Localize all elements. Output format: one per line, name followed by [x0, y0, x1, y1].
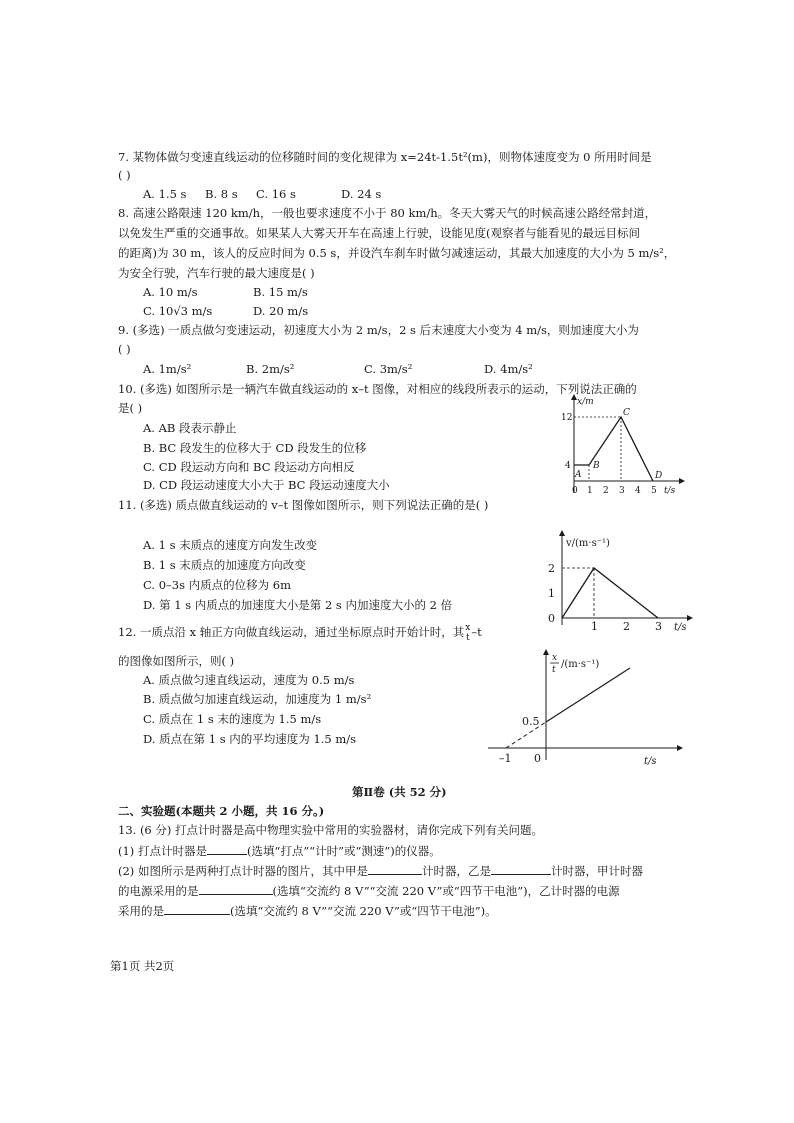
q12-option-a: A. 质点做匀速直线运动，速度为 0.5 m/s	[143, 673, 355, 687]
q10-ytick-4: 4	[565, 461, 571, 471]
q11-option-a: A. 1 s 末质点的速度方向发生改变	[143, 538, 318, 552]
q12-xt-t-graph	[484, 648, 684, 766]
q8-line-3: 的距离)为 30 m，该人的反应时间为 0.5 s，并设汽车刹车时做匀减速运动，其最大加速度的大小为 5 m/s²，	[118, 246, 676, 260]
q13-part-1	[118, 842, 441, 859]
q7-option-b: B. 8 s	[205, 187, 238, 201]
q13-part-3	[118, 882, 620, 899]
q8-option-b: B. 15 m/s	[253, 285, 308, 299]
q10-xt-line	[574, 417, 653, 481]
q12-ytick-05: 0.5	[522, 715, 540, 728]
q13-2-jia-blank[interactable]	[368, 862, 422, 875]
q10-point-d: D	[655, 471, 663, 481]
q11-stem: 11. (多选) 质点做直线运动的 v–t 图像如图所示，则下列说法正确的是( )	[118, 498, 489, 512]
q7-answer-paren: ( )	[118, 168, 131, 182]
q13-2-yi-blank[interactable]	[491, 862, 551, 875]
q8-option-c: C. 10√3 m/s	[143, 304, 213, 318]
q10-ylabel: x/m	[577, 397, 594, 407]
q12-ylabel-num: x	[552, 653, 558, 663]
q10-xtick-1: 1	[587, 486, 593, 496]
q9-stem: 9. (多选) 一质点做匀变速运动，初速度大小为 2 m/s，2 s 后末速度大小变为 4 m/s，则加速度大小为	[118, 323, 639, 337]
q10-option-c: C. CD 段运动方向和 BC 段运动方向相反	[143, 460, 355, 474]
q12-stem-2: 的图像如图所示，则( )	[118, 654, 235, 668]
q12-ylabel-unit: /(m·s⁻¹)	[561, 659, 600, 670]
q12-stem-1	[118, 623, 482, 643]
page-footer: 第1页 共2页	[110, 959, 175, 973]
q9-option-b: B. 2m/s²	[246, 362, 295, 376]
q13-2-prefix: (2) 如图所示是两种打点计时器的图片，其中甲是	[118, 864, 368, 878]
q9-option-d: D. 4m/s²	[484, 362, 533, 376]
q10-xtick-3: 3	[619, 486, 625, 496]
q11-option-b: B. 1 s 末质点的加速度方向改变	[143, 558, 306, 572]
q8-line-2: 以免发生严重的交通事故。如果某人大雾天开车在高速上行驶，设能见度(观察者与能看见的最远目标间	[118, 226, 640, 240]
section-2-heading: 二、实验题(本题共 2 小题，共 16 分。)	[118, 804, 325, 818]
q13-part-4	[118, 902, 497, 919]
q13-part-2	[118, 862, 643, 879]
q12-xtick-neg1: –1	[499, 752, 512, 765]
q12-option-b: B. 质点做匀加速直线运动，加速度为 1 m/s²	[143, 692, 372, 706]
q8-option-a: A. 10 m/s	[143, 285, 198, 299]
q13-2-suffix: 计时器，甲计时器	[550, 864, 643, 878]
section-2-title: 第Ⅱ卷 (共 52 分)	[352, 785, 447, 799]
q11-option-c: C. 0–3s 内质点的位移为 6m	[143, 578, 292, 592]
q11-xtick-2: 2	[623, 620, 630, 633]
q13-2-mid: 计时器，乙是	[421, 864, 491, 878]
q13-1-prefix: (1) 打点计时器是	[118, 844, 207, 858]
q12-solid-line	[546, 668, 630, 722]
q8-option-d: D. 20 m/s	[253, 304, 309, 318]
q9-option-c: C. 3m/s²	[364, 362, 413, 376]
q10-ytick-12: 12	[561, 413, 573, 423]
q7-stem: 7. 某物体做匀变速直线运动的位移随时间的变化规律为 x=24t-1.5t²(m)，则物体速度变为 0 所用时间是	[118, 150, 652, 164]
q7-option-c: C. 16 s	[256, 187, 296, 201]
q13-4-suffix: (选填“交流约 8 V”“交流 220 V”或“四节干电池”)。	[230, 904, 497, 918]
q11-ytick-2: 2	[548, 562, 555, 575]
q8-line-1: 8. 高速公路限速 120 km/h，一般也要求速度不小于 80 km/h。冬天大雾天气的时候高速公路经常封道，	[118, 206, 657, 220]
q10-xtick-4: 4	[635, 486, 641, 496]
q11-vt-graph	[540, 530, 700, 635]
q10-xtick-2: 2	[603, 486, 609, 496]
q10-option-a: A. AB 段表示静止	[143, 421, 237, 435]
q10-option-b: B. BC 段发生的位移大于 CD 段发生的位移	[143, 441, 367, 455]
q10-stem-2: 是( )	[118, 401, 143, 415]
q11-xlabel: t/s	[674, 622, 687, 633]
q10-point-c: C	[623, 408, 630, 418]
q12-fraction	[465, 623, 470, 643]
q11-ytick-1: 1	[548, 587, 555, 600]
q12-xtick-0: 0	[534, 752, 541, 765]
q13-3-prefix: 的电源采用的是	[118, 884, 199, 898]
q10-point-b: B	[593, 461, 600, 471]
q11-ytick-0: 0	[548, 612, 555, 625]
q10-point-a: A	[575, 470, 582, 480]
q11-xtick-1: 1	[591, 620, 598, 633]
q13-4-yi-power-blank[interactable]	[164, 902, 230, 915]
q13-4-prefix: 采用的是	[118, 904, 164, 918]
q10-option-d: D. CD 段运动速度大小大于 BC 段运动速度大小	[143, 478, 390, 492]
q12-xlabel: t/s	[644, 756, 657, 766]
q13-stem: 13. (6 分) 打点计时器是高中物理实验中常用的实验器材，请你完成下列有关问题。	[118, 823, 544, 837]
q12-option-d: D. 质点在第 1 s 内的平均速度为 1.5 m/s	[143, 732, 357, 746]
q10-stem-1: 10. (多选) 如图所示是一辆汽车做直线运动的 x–t 图像，对相应的线段所表示的运动，下列说法正确的	[118, 382, 637, 396]
q13-1-suffix: (选填“打点”“计时”或“测速”)的仪器。	[246, 844, 441, 858]
q11-vt-line	[562, 568, 658, 618]
q7-option-a: A. 1.5 s	[143, 187, 187, 201]
q12-option-c: C. 质点在 1 s 末的速度为 1.5 m/s	[143, 712, 322, 726]
q11-xtick-3: 3	[655, 620, 662, 633]
q13-1-answer-blank[interactable]	[207, 842, 247, 855]
q10-xt-graph	[560, 393, 688, 501]
q12-frac-den: t	[465, 633, 470, 643]
q7-option-d: D. 24 s	[341, 187, 382, 201]
q12-ylabel-den: t	[552, 665, 556, 675]
q10-xlabel: t/s	[664, 486, 676, 496]
q10-xtick-5: 5	[651, 486, 657, 496]
q13-3-jia-power-blank[interactable]	[199, 882, 273, 895]
q12-stem-a: 12. 一质点沿 x 轴正方向做直线运动，通过坐标原点时开始计时，其	[118, 625, 465, 639]
q12-stem-b: –t	[471, 625, 482, 639]
q8-line-4: 为安全行驶，汽车行驶的最大速度是( )	[118, 266, 315, 280]
q12-frac-num: x	[465, 623, 471, 633]
q11-option-d: D. 第 1 s 内质点的加速度大小是第 2 s 内加速度大小的 2 倍	[143, 598, 453, 612]
q10-xtick-0: 0	[572, 486, 578, 496]
q11-ylabel: v/(m·s⁻¹)	[566, 538, 610, 549]
q13-3-suffix: (选填“交流约 8 V”“交流 220 V”或“四节干电池”)，乙计时器的电源	[272, 884, 620, 898]
q9-answer-paren: ( )	[118, 342, 131, 356]
q9-option-a: A. 1m/s²	[143, 362, 192, 376]
